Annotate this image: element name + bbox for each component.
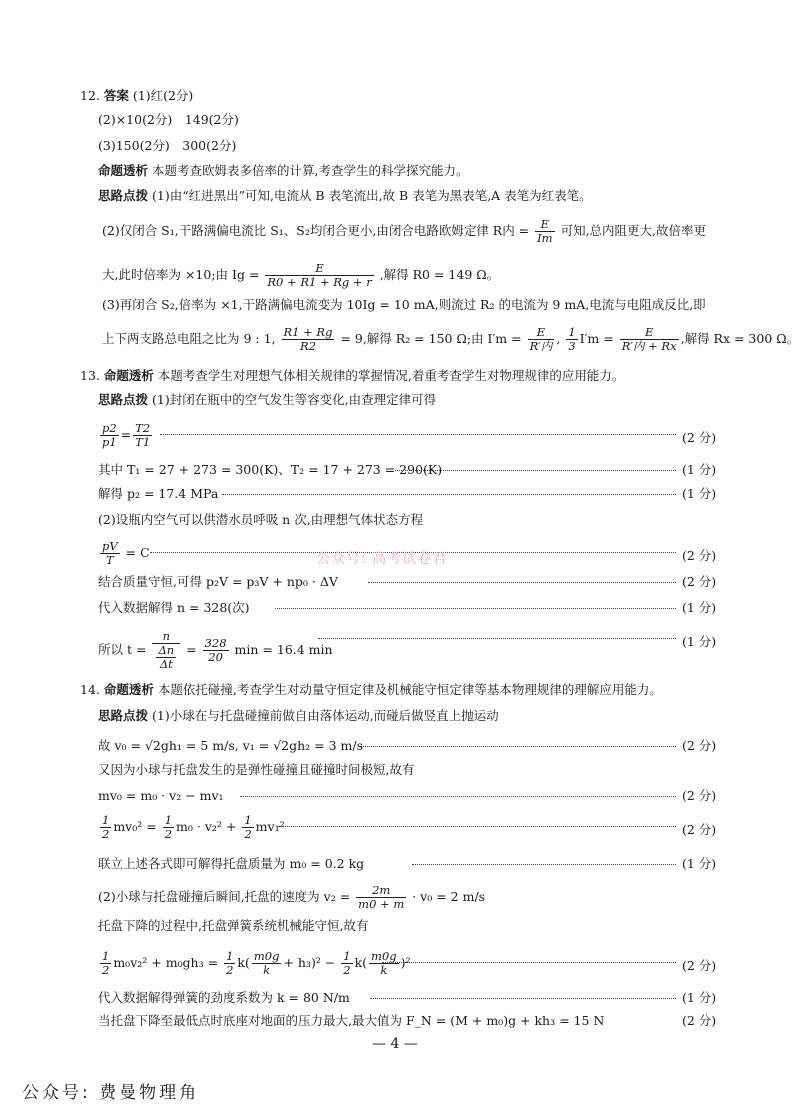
- frac-den: 2: [102, 963, 110, 977]
- page-number: — 4 —: [372, 1036, 418, 1052]
- frac-num: pV: [102, 539, 118, 553]
- leader-dots: [222, 484, 676, 495]
- q14-si-label: 思路点拨: [98, 708, 149, 723]
- frac-num: 1: [102, 949, 110, 963]
- score-label: (2 分): [682, 738, 717, 753]
- frac-den: k: [380, 963, 388, 977]
- q14-ming-line: [80, 682, 662, 698]
- q12-p2b-frac: [265, 262, 373, 289]
- leader-dots: [382, 952, 676, 963]
- frac-den: p1: [102, 435, 117, 449]
- q12-answer-3: (3)150(2分) 300(2分): [98, 138, 237, 153]
- score-label: (2 分): [682, 958, 717, 973]
- score-label: (2 分): [682, 788, 717, 803]
- q12-number: 12.: [80, 88, 100, 103]
- q13-eq1-left: [100, 422, 119, 449]
- q14-l7-frac: [356, 884, 406, 911]
- frac-den: R′内: [529, 339, 553, 353]
- frac-num: Δn: [158, 643, 175, 657]
- half-frac: [242, 814, 253, 841]
- q14-line-11: 当托盘下降至最低点时底座对地面的压力最大,最大值为 F_N = (M + m₀)g + kh₃ = 15 N: [98, 1013, 605, 1028]
- q12-p3b-end: ,解得 Rx = 300 Ω。: [680, 331, 800, 346]
- frac-den: 2: [164, 827, 173, 841]
- q13-ming-text: 本题考查学生对理想气体相关规律的掌握情况,着重考查学生对物理规律的应用能力。: [157, 368, 625, 383]
- score-label: (1 分): [682, 856, 717, 871]
- score-label: (1 分): [682, 486, 717, 501]
- frac-den: R′内 + Rx: [621, 339, 677, 353]
- q12-p3b-frac2: [528, 326, 555, 353]
- q14-line-4: mv₀ = m₀ · v₂ − mv₁: [98, 788, 224, 803]
- frac-num: E: [620, 326, 679, 340]
- frac-num: p2: [102, 421, 117, 435]
- frac-den: R2: [299, 339, 316, 353]
- frac-num: 1: [226, 949, 234, 963]
- frac-den: 3: [568, 339, 576, 353]
- q14-line-10: 代入数据解得弹簧的劲度系数为 k = 80 N/m: [98, 990, 350, 1005]
- q13-ming-line: [80, 368, 624, 384]
- leader-dots: [160, 424, 676, 435]
- q13-ming-label: 命题透析: [103, 368, 154, 383]
- leader-dots: [370, 988, 676, 999]
- score-label: (2 分): [682, 1013, 717, 1028]
- frac-den: 2: [244, 827, 252, 841]
- q12-p3b-frac1: [282, 326, 335, 353]
- q13-eq2-frac: [100, 540, 120, 567]
- score-label: (2 分): [682, 574, 717, 589]
- q12-ming-label: 命题透析: [98, 163, 149, 178]
- q13-si-line: [98, 392, 436, 408]
- half-frac: [224, 950, 235, 977]
- q14-line-5: [98, 814, 285, 841]
- half-frac: [100, 814, 111, 841]
- frac-num: m0g: [371, 949, 397, 963]
- frac-num: 1: [568, 325, 576, 339]
- q14-line-7: [98, 884, 485, 911]
- q14-l9-d: k(: [354, 955, 368, 970]
- q13-line-2: 其中 T₁ = 27 + 273 = 300(K)、T₂ = 17 + 273 = 290(K): [98, 462, 443, 477]
- q12-answer-line: [80, 88, 193, 104]
- leader-dots: [278, 816, 676, 827]
- q12-para2a: [102, 218, 706, 245]
- leader-dots: [318, 628, 676, 639]
- q14-number: 14.: [80, 682, 100, 697]
- q12-p2b-text: 大,此时倍率为 ×10;由 Ig =: [102, 267, 260, 282]
- q13-eq1-right: [133, 422, 152, 449]
- watermark-text: 公众号: 高考试卷君: [316, 551, 448, 567]
- q14-line-9: [98, 950, 411, 977]
- q14-l9-a: m₀v₂² + m₀gh₃ =: [113, 955, 219, 970]
- frac-num: 328: [204, 636, 227, 650]
- q13-line-7: 代入数据解得 n = 328(次): [98, 600, 250, 615]
- leader-dots: [240, 786, 676, 797]
- frac-den: m0 + m: [358, 897, 405, 911]
- q13-l8-start: 所以 t =: [98, 642, 147, 657]
- q12-p2a-text: (2)仅闭合 S₁,干路满偏电流比 S₁、S₂均闭合更小,由闭合电路欧姆定律 R内 =: [102, 223, 530, 238]
- q14-l9-b: k(: [237, 955, 250, 970]
- q13-si-label: 思路点拨: [98, 392, 149, 407]
- half-frac: [163, 814, 174, 841]
- q13-si-1: (1)封闭在瓶中的空气发生等容变化,由查理定律可得: [152, 392, 437, 407]
- q12-si-1: (1)由“红进黑出”可知,电流从 B 表笔流出,故 B 表笔为黑表笔,A 表笔为红表笔。: [152, 188, 592, 203]
- q13-l8-inner-frac: [156, 644, 176, 671]
- q12-para3a: (3)再闭合 S₂,倍率为 ×1,干路满偏电流变为 10Ig = 10 mA,则流过 R₂ 的电流为 9 mA,电流与电阻成反比,即: [102, 297, 706, 312]
- half-frac: [100, 950, 111, 977]
- half-frac: [341, 950, 352, 977]
- q12-para3b: [102, 326, 799, 353]
- q12-si-label: 思路点拨: [98, 188, 149, 203]
- q13-l8-frac2: [203, 637, 229, 664]
- q14-line-2: 故 v₀ = √2gh₁ = 5 m/s, v₁ = √2gh₂ = 3 m/s: [98, 738, 364, 753]
- q12-p3b-mid1: = 9,解得 R₂ = 150 Ω;由 I′m =: [340, 331, 522, 346]
- score-label: (1 分): [682, 462, 717, 477]
- q14-l9-frac1: [252, 950, 282, 977]
- q12-para2b: [102, 262, 499, 289]
- q13-l8-eq: =: [186, 642, 197, 657]
- q12-answer-1: (1)红(2分): [132, 88, 194, 103]
- q13-number: 13.: [80, 368, 100, 383]
- q12-p2a-frac: [535, 218, 554, 245]
- q12-p3b-frac4: [620, 326, 679, 353]
- q12-answer-2: (2)×10(2分) 149(2分): [98, 112, 239, 127]
- q12-p2a-end: 可知,总内阻更大,故倍率更: [560, 223, 707, 238]
- frac-den: Im: [537, 231, 553, 245]
- leader-dots: [360, 736, 676, 747]
- q12-p3b-frac3: [566, 326, 577, 353]
- q14-ming-label: 命题透析: [103, 682, 154, 697]
- score-label: (1 分): [682, 990, 717, 1005]
- q14-l5-c: mv₁²: [255, 819, 285, 834]
- q14-l9-c: + h₃)² −: [283, 955, 336, 970]
- leader-dots: [395, 460, 676, 471]
- score-label: (2 分): [682, 430, 717, 445]
- frac-num: 1: [164, 813, 173, 827]
- frac-num: 2m: [356, 884, 406, 898]
- q13-line-3: 解得 p₂ = 17.4 MPa: [98, 486, 219, 501]
- q12-p2b-end: ,解得 R0 = 149 Ω。: [379, 267, 500, 282]
- q14-l5-a: mv₀² =: [113, 819, 157, 834]
- score-label: (1 分): [682, 634, 717, 649]
- q14-line-3: 又因为小球与托盘发生的是弹性碰撞且碰撞时间极短,故有: [98, 762, 415, 777]
- frac-num: R1 + Rg: [283, 325, 333, 339]
- frac-num: n: [152, 630, 180, 644]
- frac-den: 2: [226, 963, 234, 977]
- frac-den: [152, 644, 180, 671]
- q13-line-8: [98, 630, 333, 671]
- q13-eq1: $\frac{p2}{p1}$ = $\frac{T2}{T1}$: [102, 421, 151, 449]
- q12-answer-label: 答案: [103, 88, 129, 103]
- q12-p3b-mid2: ,: [556, 331, 561, 346]
- frac-den: 20: [208, 650, 223, 664]
- q14-si-line: [98, 708, 499, 724]
- q14-ming-text: 本题依托碰撞,考查学生对动量守恒定律及机械能守恒定律等基本物理规律的理解应用能力。: [157, 682, 662, 697]
- q13-eq2-rest: = C: [125, 545, 150, 560]
- q14-l9-e: )²: [400, 955, 411, 970]
- frac-den: T: [106, 553, 114, 567]
- leader-dots: [275, 598, 676, 609]
- q12-p3b-mid3: I′m =: [579, 331, 614, 346]
- score-label: (2 分): [682, 548, 717, 563]
- frac-num: 1: [343, 949, 351, 963]
- q14-si-1: (1)小球在与托盘碰撞前做自由落体运动,而碰后做竖直上抛运动: [152, 708, 499, 723]
- frac-den: k: [263, 963, 271, 977]
- q13-eq2: [98, 540, 150, 567]
- frac-den: Δt: [159, 657, 173, 671]
- frac-den: R0 + R1 + Rg + r: [267, 275, 372, 289]
- frac-den: 2: [343, 963, 351, 977]
- q13-line-6: 结合质量守恒,可得 p₂V = p₃V + np₀ · ΔV: [98, 574, 338, 589]
- q14-line-8: 托盘下降的过程中,托盘弹簧系统机械能守恒,故有: [98, 918, 369, 933]
- q14-l7-start: (2)小球与托盘碰撞后瞬间,托盘的速度为 v₂ =: [98, 889, 351, 904]
- q14-l7-end: · v₀ = 2 m/s: [412, 889, 486, 904]
- leader-dots: [368, 572, 676, 583]
- q12-p3b-start: 上下两支路总电阻之比为 9 : 1,: [102, 331, 276, 346]
- q13-l8-frac1: [152, 630, 180, 671]
- q12-ming-text: 本题考查欧姆表多倍率的计算,考查学生的科学探究能力。: [152, 163, 469, 178]
- q14-l5-b: m₀ · v₂² +: [176, 819, 237, 834]
- footer-text: 公众号: 费曼物理角: [22, 1083, 200, 1103]
- frac-num: 1: [244, 813, 252, 827]
- frac-num: E: [528, 326, 555, 340]
- frac-num: 1: [102, 813, 110, 827]
- frac-num: E: [535, 218, 554, 232]
- frac-num: m0g: [253, 949, 280, 963]
- score-label: (2 分): [682, 822, 717, 837]
- score-label: (1 分): [682, 600, 717, 615]
- q13-line-4: (2)设瓶内空气可以供潜水员呼吸 n 次,由理想气体状态方程: [98, 512, 424, 527]
- q13-l8-end: min = 16.4 min: [234, 642, 333, 657]
- leader-dots: [412, 854, 676, 865]
- frac-den: T1: [135, 435, 151, 449]
- frac-den: 2: [102, 827, 110, 841]
- frac-num: T2: [135, 421, 151, 435]
- q12-si-line: [98, 188, 592, 204]
- q12-ming-line: [98, 163, 468, 179]
- q14-line-6: 联立上述各式即可解得托盘质量为 m₀ = 0.2 kg: [98, 856, 365, 871]
- frac-num: E: [265, 262, 373, 276]
